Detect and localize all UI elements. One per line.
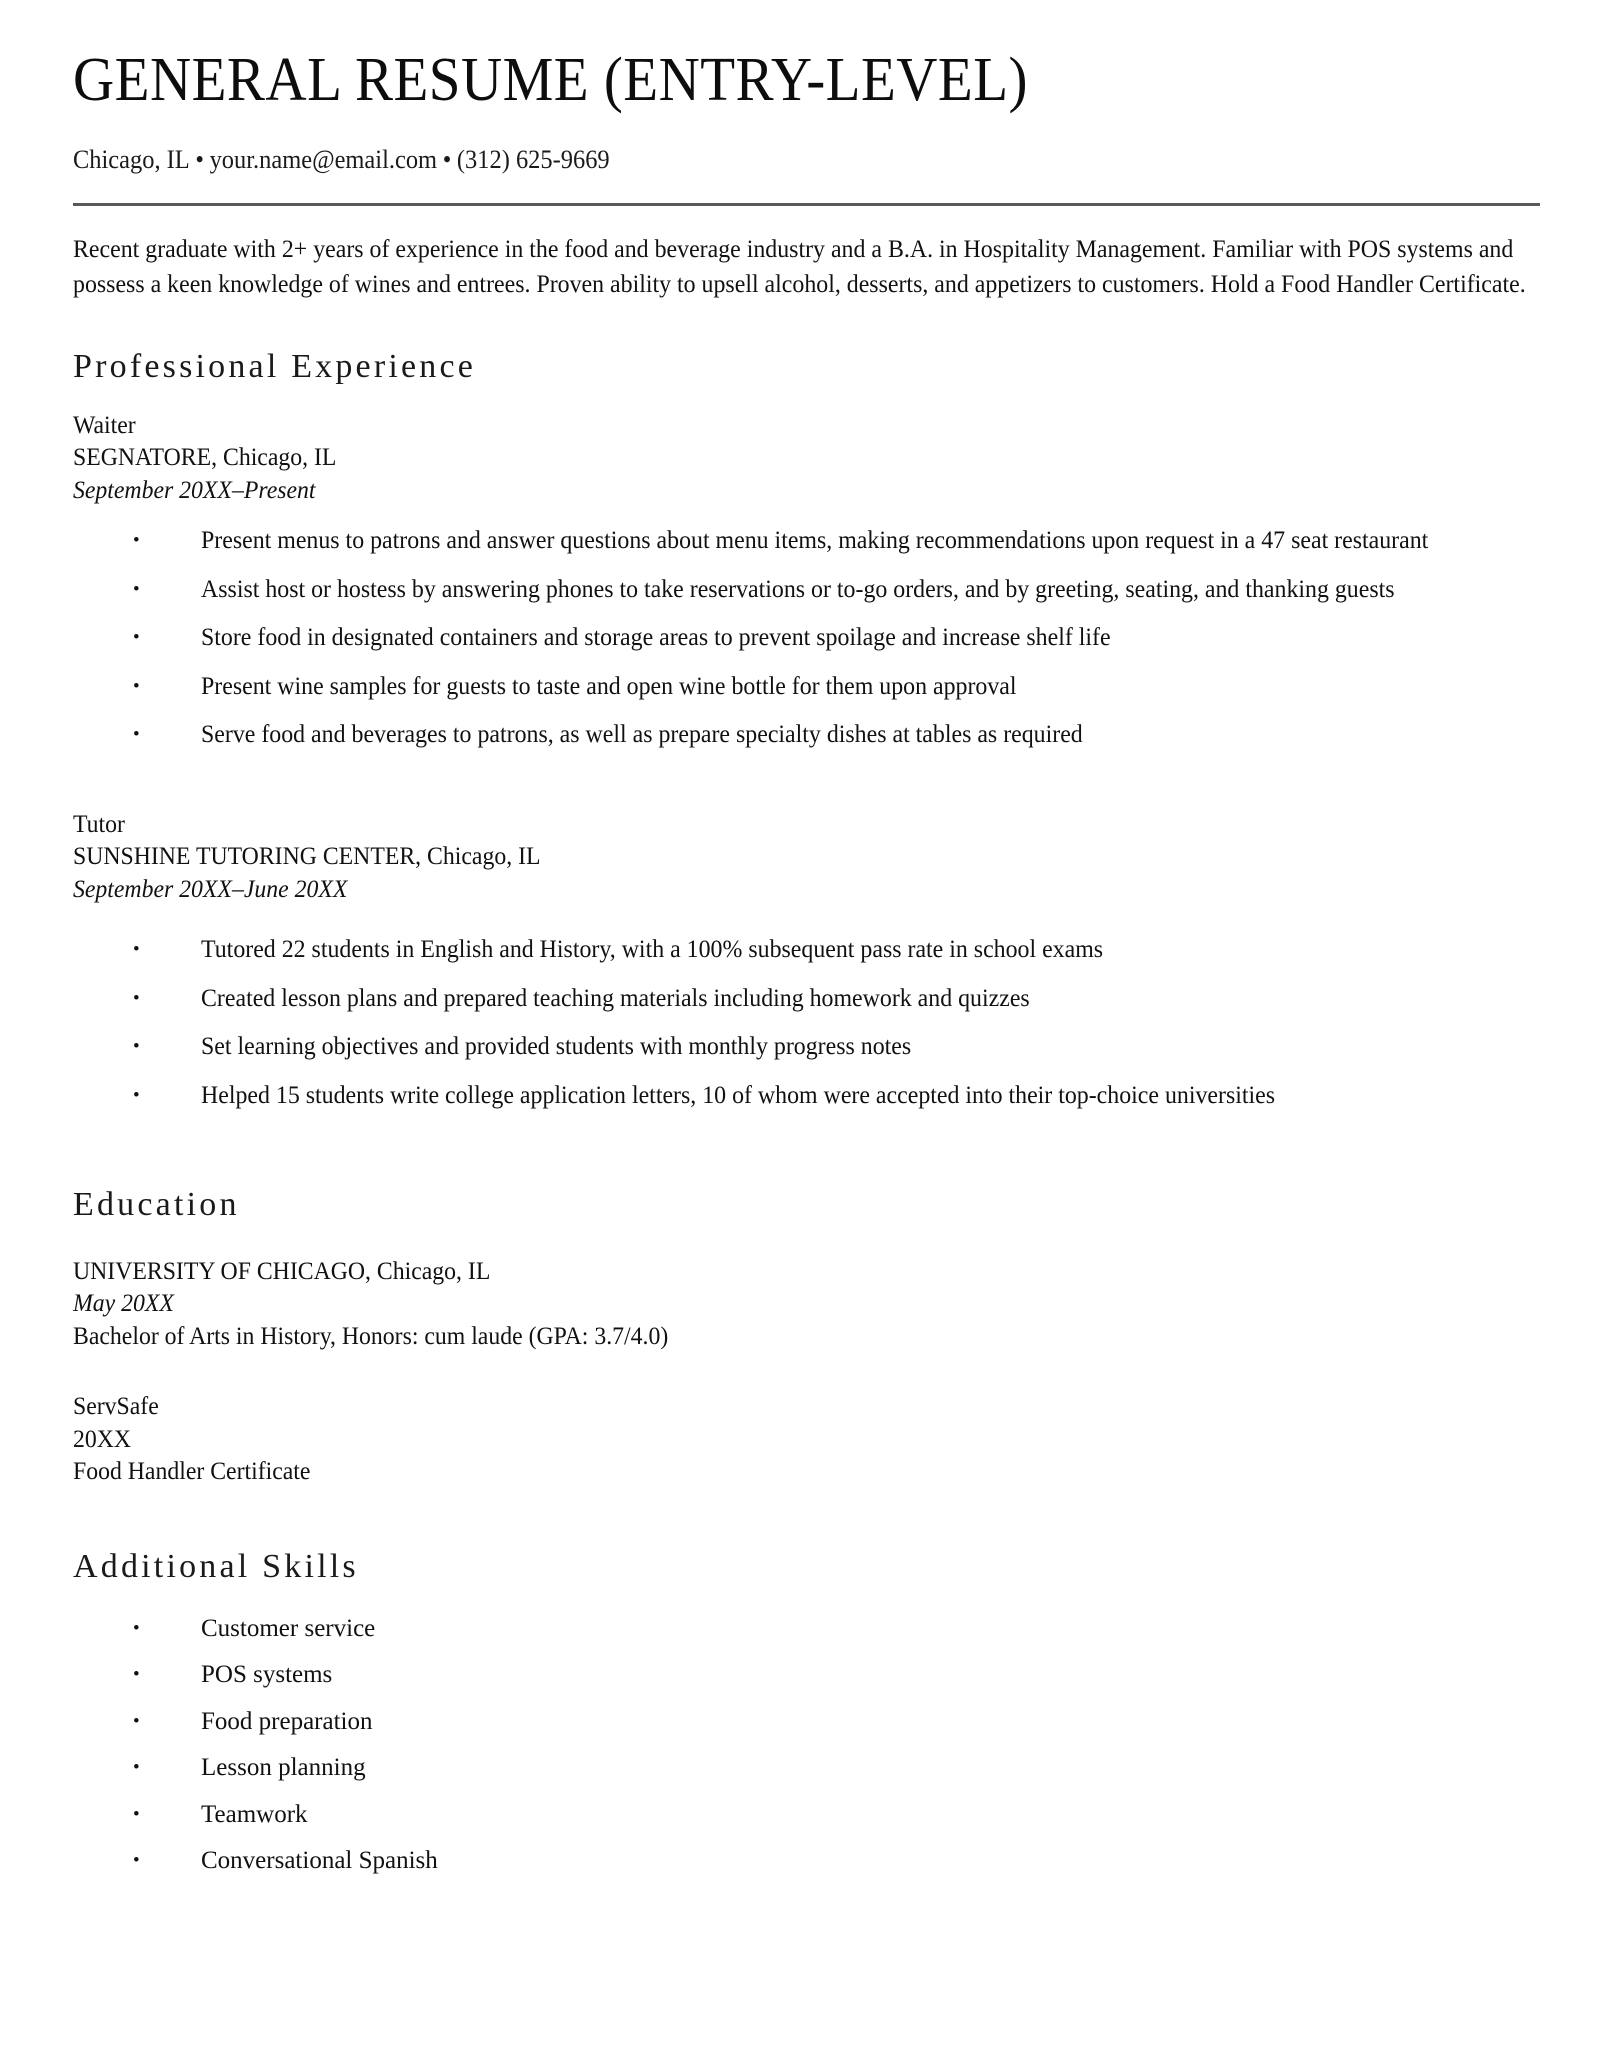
job-dates: September 20XX–June 20XX	[73, 875, 348, 903]
job-entry-waiter	[73, 410, 1527, 753]
contact-separator-1: •	[195, 145, 204, 175]
job-dates: September 20XX–Present	[73, 476, 316, 504]
list-item	[73, 932, 1527, 968]
section-heading-experience: Professional Experience	[73, 347, 477, 385]
education-institution: ServSafe	[73, 1393, 159, 1421]
education-institution: UNIVERSITY OF CHICAGO, Chicago, IL	[73, 1257, 491, 1285]
list-item	[73, 620, 1527, 656]
contact-separator-2: •	[442, 145, 452, 175]
contact-location: Chicago, IL	[73, 145, 190, 175]
education-detail: Food Handler Certificate	[73, 1458, 311, 1486]
list-item: • Conversational Spanish	[73, 1844, 1527, 1879]
list-item: • Teamwork	[73, 1798, 1527, 1833]
bullet-text: • Set learning objectives and provided students with monthly progress notes	[201, 1033, 912, 1061]
job-bullet-list	[73, 932, 1527, 1113]
list-item	[73, 717, 1527, 753]
job-employer: SEGNATORE, Chicago, IL	[73, 444, 337, 472]
list-item: • POS systems	[73, 1658, 1527, 1693]
list-item	[73, 1029, 1527, 1065]
page-title: GENERAL RESUME (ENTRY-LEVEL)	[73, 46, 1028, 114]
job-entry-tutor	[73, 809, 1527, 1114]
education-entry-university	[73, 1256, 1527, 1354]
education-date: May 20XX	[73, 1290, 174, 1318]
contact-phone: (312) 625-9669	[456, 145, 610, 175]
list-item	[73, 523, 1527, 559]
education-entry-certification	[73, 1391, 1527, 1489]
list-item	[73, 572, 1527, 608]
job-title: Tutor	[73, 810, 125, 838]
bullet-text: • Store food in designated containers and storage areas to prevent spoilage and increase shelf life	[201, 624, 1111, 652]
bullet-text: • Tutored 22 students in English and History, with a 100% subsequent pass rate in school exams	[201, 936, 1104, 964]
bullet-text: • Present wine samples for guests to taste and open wine bottle for them upon approval	[201, 672, 1017, 700]
list-item: • Food preparation	[73, 1705, 1527, 1740]
education-detail: Bachelor of Arts in History, Honors: cum laude (GPA: 3.7/4.0)	[73, 1322, 669, 1350]
job-bullet-list	[73, 523, 1527, 753]
list-item: • Lesson planning	[73, 1751, 1527, 1786]
education-date: 20XX	[73, 1425, 132, 1453]
bullet-text: • Created lesson plans and prepared teaching materials including homework and quizzes	[201, 984, 1030, 1012]
list-item: • Customer service	[73, 1612, 1527, 1647]
section-heading-education: Education	[73, 1186, 240, 1224]
header-divider	[73, 203, 1540, 206]
bullet-text: • Helped 15 students write college application letters, 10 of whom were accepted into their top-choice universities	[201, 1081, 1276, 1109]
job-employer: SUNSHINE TUTORING CENTER, Chicago, IL	[73, 843, 541, 871]
contact-line	[73, 143, 1440, 177]
section-heading-skills: Additional Skills	[73, 1547, 359, 1585]
bullet-text: • Present menus to patrons and answer questions about menu items, making recommendations upon request in a 47 seat restaurant	[201, 527, 1429, 555]
skills-list	[73, 1612, 1527, 1879]
list-item	[73, 1078, 1527, 1114]
bullet-text: • Serve food and beverages to patrons, as well as prepare specialty dishes at tables as required	[201, 721, 1083, 749]
bullet-text: • Assist host or hostess by answering phones to take reservations or to-go orders, and by greeting, seating, and thanking guests	[201, 575, 1395, 603]
summary-paragraph: Recent graduate with 2+ years of experience in the food and beverage industry and a B.A. in Hospitality Management. Familiar with POS systems and possess a keen knowledge of wines and entrees. Proven ability to upsell alcohol, desserts, and appetizers to customers. Hold a Food Handler Certificate.	[73, 235, 1526, 299]
contact-email: your.name@email.com	[209, 145, 438, 175]
list-item	[73, 669, 1527, 705]
job-title: Waiter	[73, 411, 136, 439]
list-item	[73, 981, 1527, 1017]
